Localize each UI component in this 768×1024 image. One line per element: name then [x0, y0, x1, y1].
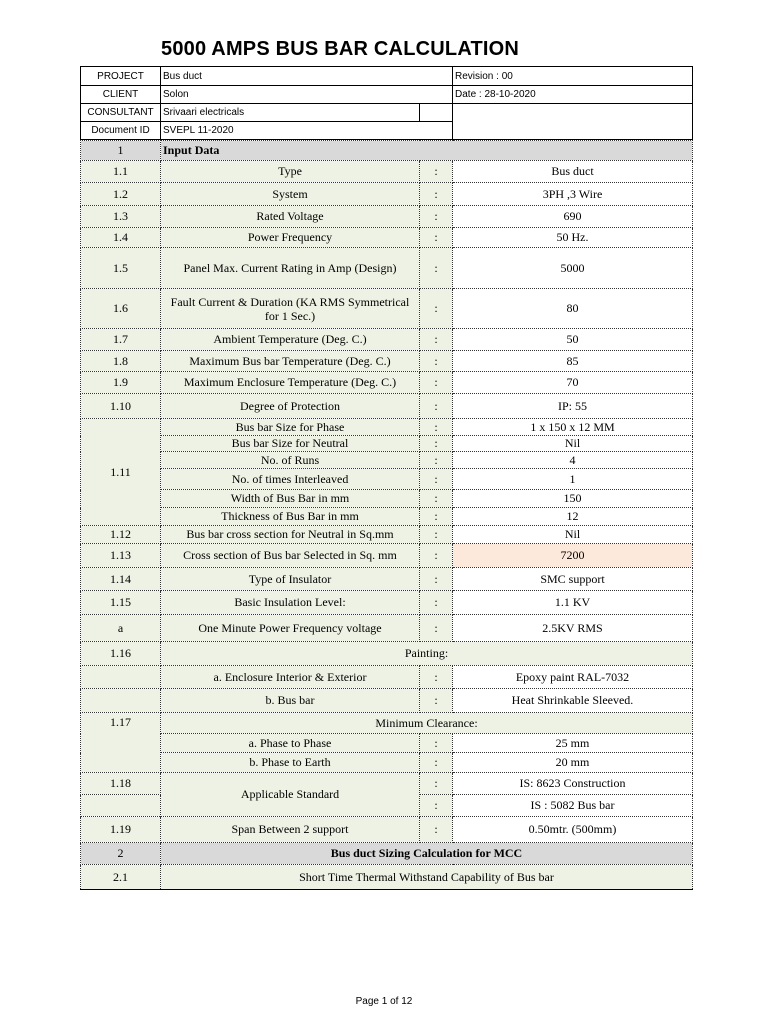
row-label: Panel Max. Current Rating in Amp (Design): [161, 248, 420, 289]
project-label: PROJECT: [81, 67, 161, 86]
row-separator: :: [420, 161, 453, 183]
row-value: 20 mm: [453, 753, 693, 773]
row-value: 2.5KV RMS: [453, 615, 693, 642]
blank-cell: [453, 104, 693, 140]
row-number: 1.5: [81, 248, 161, 289]
row-value: 3PH ,3 Wire: [453, 183, 693, 206]
row-separator: :: [420, 372, 453, 394]
docid-label: Document ID: [81, 122, 161, 140]
row-separator: :: [420, 734, 453, 753]
section-title: Input Data: [161, 141, 693, 161]
row-label: b. Bus bar: [161, 689, 420, 713]
row-value: 85: [453, 351, 693, 372]
row-value: Bus duct: [453, 161, 693, 183]
client-value: Solon: [161, 86, 453, 104]
page-title: 5000 AMPS BUS BAR CALCULATION: [161, 38, 520, 60]
row-number: 1.16: [81, 642, 161, 666]
row-label: Span Between 2 support: [161, 817, 420, 843]
row-value: 5000: [453, 248, 693, 289]
row-value: 50: [453, 329, 693, 351]
row-value: 1.1 KV: [453, 591, 693, 615]
row-number: 1.2: [81, 183, 161, 206]
row-value: Epoxy paint RAL-7032: [453, 666, 693, 689]
row-value: SMC support: [453, 568, 693, 591]
row-separator: :: [420, 490, 453, 508]
row-value: Heat Shrinkable Sleeved.: [453, 689, 693, 713]
page-footer: Page 1 of 12: [355, 996, 413, 1007]
row-number: 1.6: [81, 289, 161, 329]
row-separator: :: [420, 526, 453, 544]
row-separator: :: [420, 568, 453, 591]
row-label: b. Phase to Earth: [161, 753, 420, 773]
row-separator: :: [420, 436, 453, 452]
row-number: 1.4: [81, 228, 161, 248]
input-data-table: [80, 140, 693, 890]
row-value: IS : 5082 Bus bar: [453, 795, 693, 817]
row-separator: :: [420, 666, 453, 689]
row-label: Bus bar Size for Phase: [161, 419, 420, 436]
row-label: No. of Runs: [161, 452, 420, 469]
row-number: 1.7: [81, 329, 161, 351]
row-label: Applicable Standard: [161, 773, 420, 817]
row-label: Fault Current & Duration (KA RMS Symmetrical for 1 Sec.): [161, 289, 420, 329]
blank-cell: [420, 104, 453, 122]
row-number: 1.18: [81, 773, 161, 795]
row-separator: :: [420, 795, 453, 817]
row-number: 1.3: [81, 206, 161, 228]
section-title: Bus duct Sizing Calculation for MCC: [161, 843, 693, 865]
project-value: Bus duct: [161, 67, 453, 86]
row-label: No. of times Interleaved: [161, 469, 420, 490]
section-number: 2: [81, 843, 161, 865]
row-number: 1.15: [81, 591, 161, 615]
row-separator: :: [420, 508, 453, 526]
row-separator: :: [420, 394, 453, 419]
row-label: Width of Bus Bar in mm: [161, 490, 420, 508]
row-value: Nil: [453, 436, 693, 452]
row-label: Painting:: [161, 642, 693, 666]
row-separator: :: [420, 753, 453, 773]
row-number: 1.1: [81, 161, 161, 183]
row-label: Power Frequency: [161, 228, 420, 248]
row-label: Cross section of Bus bar Selected in Sq. mm: [161, 544, 420, 568]
row-value: 150: [453, 490, 693, 508]
row-label: Rated Voltage: [161, 206, 420, 228]
row-label: Maximum Enclosure Temperature (Deg. C.): [161, 372, 420, 394]
docid-value: SVEPL 11-2020: [161, 122, 453, 140]
row-label: One Minute Power Frequency voltage: [161, 615, 420, 642]
row-separator: :: [420, 773, 453, 795]
row-label: Ambient Temperature (Deg. C.): [161, 329, 420, 351]
row-number: 2.1: [81, 865, 161, 890]
row-separator: :: [420, 469, 453, 490]
row-value: IP: 55: [453, 394, 693, 419]
row-value: 12: [453, 508, 693, 526]
row-number: 1.13: [81, 544, 161, 568]
row-label: Minimum Clearance:: [161, 713, 693, 734]
row-value: 4: [453, 452, 693, 469]
row-separator: :: [420, 248, 453, 289]
row-number: 1.12: [81, 526, 161, 544]
row-label: a. Enclosure Interior & Exterior: [161, 666, 420, 689]
row-value: 50 Hz.: [453, 228, 693, 248]
consultant-label: CONSULTANT: [81, 104, 161, 122]
row-separator: :: [420, 817, 453, 843]
row-label: a. Phase to Phase: [161, 734, 420, 753]
consultant-value: Srivaari electricals: [161, 104, 420, 122]
row-number: 1.14: [81, 568, 161, 591]
row-value: 25 mm: [453, 734, 693, 753]
row-number: 1.9: [81, 372, 161, 394]
row-value: 690: [453, 206, 693, 228]
row-number: 1.17: [81, 713, 161, 773]
row-separator: :: [420, 206, 453, 228]
client-label: CLIENT: [81, 86, 161, 104]
row-separator: :: [420, 228, 453, 248]
row-value: 80: [453, 289, 693, 329]
revision: Revision : 00: [453, 67, 693, 86]
row-value: 1: [453, 469, 693, 490]
blank-cell: [81, 795, 161, 817]
row-value: 0.50mtr. (500mm): [453, 817, 693, 843]
blank-cell: [81, 666, 161, 689]
row-label: Maximum Bus bar Temperature (Deg. C.): [161, 351, 420, 372]
row-number: 1.19: [81, 817, 161, 843]
date: Date : 28-10-2020: [453, 86, 693, 104]
row-label: Bus bar Size for Neutral: [161, 436, 420, 452]
row-separator: :: [420, 419, 453, 436]
row-label: Short Time Thermal Withstand Capability of Bus bar: [161, 865, 693, 890]
row-label: Bus bar cross section for Neutral in Sq.mm: [161, 526, 420, 544]
row-value-highlighted: 7200: [453, 544, 693, 568]
row-separator: :: [420, 329, 453, 351]
row-label: Type: [161, 161, 420, 183]
row-value: 1 x 150 x 12 MM: [453, 419, 693, 436]
row-separator: :: [420, 615, 453, 642]
row-label: System: [161, 183, 420, 206]
blank-cell: [81, 689, 161, 713]
row-separator: :: [420, 544, 453, 568]
row-number: 1.10: [81, 394, 161, 419]
row-separator: :: [420, 351, 453, 372]
row-separator: :: [420, 591, 453, 615]
header-table: [80, 66, 693, 140]
row-value: 70: [453, 372, 693, 394]
row-label: Thickness of Bus Bar in mm: [161, 508, 420, 526]
row-separator: :: [420, 452, 453, 469]
row-separator: :: [420, 183, 453, 206]
row-value: IS: 8623 Construction: [453, 773, 693, 795]
row-value: Nil: [453, 526, 693, 544]
row-number: a: [81, 615, 161, 642]
row-label: Basic Insulation Level:: [161, 591, 420, 615]
row-separator: :: [420, 689, 453, 713]
row-separator: :: [420, 289, 453, 329]
row-label: Type of Insulator: [161, 568, 420, 591]
row-label: Degree of Protection: [161, 394, 420, 419]
row-number: 1.11: [81, 419, 161, 526]
row-number: 1.8: [81, 351, 161, 372]
section-number: 1: [81, 141, 161, 161]
